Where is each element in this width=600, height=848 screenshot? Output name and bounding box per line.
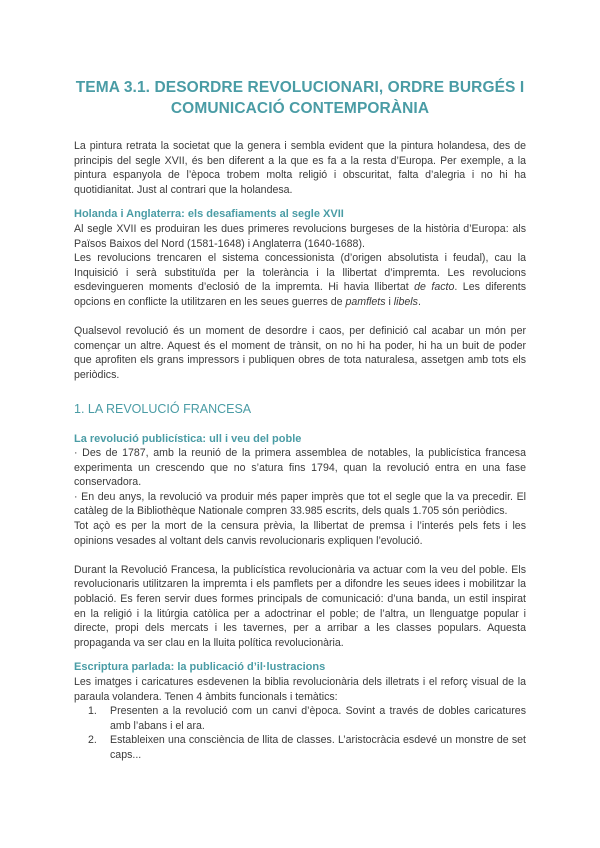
section-heading-holanda: Holanda i Anglaterra: els desafiaments al segle XVII [74, 208, 344, 221]
subsection-heading-escriptura-parlada: Escriptura parlada: la publicació d’il·lustracions [74, 661, 326, 674]
paragraph-inquisicio: Les revolucions trencaren el sistema concessionista (d’origen absolutista i feudal), cau la Inquisició i serà substituïda per la tolerància i la llibertat d’impremta. Les revolucions esdevingueren moments d’eclosió de la impremta. Hi havia llibertat de facto. Les diferents opcions en conflicte la utilitzaren en les seues guerres de pamflets i libels. [74, 252, 526, 308]
bullet-deu-anys: · En deu anys, la revolució va produir més paper imprès que tot el segle que la va precedir. El catàleg de la Bibliothèque Nationale compren 33.985 escrits, dels quals 1.705 són periòdics. [74, 490, 526, 518]
paragraph-censura: Tot açò es per la mort de la censura prèvia, la llibertat de premsa i l’interés pels fets i les opinions vesades al voltant dels canvis revolucionaris expliquen l’evolució. [74, 520, 526, 547]
bullet-1787: · Des de 1787, amb la reunió de la primera assemblea de notables, la publicística francesa experimenta un crescendo que no s’atura fins 1794, quan la revolució entra en una fase conservadora. [74, 447, 526, 489]
paragraph-veu-poble: Durant la Revolució Francesa, la publicística revolucionària va actuar com la veu del poble. Els revolucionaris utilitzaren la impremta i els pamflets per a difondre les seues idees i mobilitzar la població. Es feren servir dues formes principals de comunicació: d’una banda, un estil inspirat en la religió i la litúrgia catòlica per a adoctrinar el poble; de l’altra, un llenguatge popular i directe, propi dels mercats i les tavernes, per a arribar a les classes populars. Aquesta propaganda va ser clau en la lluita política revolucionària. [74, 563, 526, 649]
section-heading-revolucio-francesa: 1. LA REVOLUCIÓ FRANCESA [74, 401, 252, 416]
paragraph-desordre: Qualsevol revolució és un moment de desordre i caos, per definició cal acabar un món per començar un altre. Aquest és el moment de trànsit, on no hi ha poder, hi ha un buit de poder que aprofiten els grans impressors i publiquen obres de tota naturalesa, assetgen amb tots els periòdics. [74, 325, 526, 381]
list-item: 1. Presenten a la revolució com un canvi d’època. Sovint a través de dobles caricatures amb l’abans i el ara. [88, 705, 526, 732]
subsection-heading-publicistica: La revolució publicística: ull i veu del poble [74, 432, 302, 445]
list-item: 2. Estableixen una consciència de llita de classes. L’aristocràcia esdevé un monstre de set caps... [88, 734, 526, 761]
paragraph-revolucions: Al segle XVII es produiran les dues primeres revolucions burgeses de la història d’Europa: als Països Baixos del Nord (1581-1648) i Anglaterra (1640-1688). [74, 222, 526, 250]
paragraph-imatges: Les imatges i caricatures esdevenen la biblia revolucionària dels illetrats i el reforç visual de la paraula volandera. Tenen 4 àmbits funcionals i temàtics: [74, 676, 526, 703]
intro-paragraph: La pintura retrata la societat que la genera i sembla evident que la pintura holandesa, des de principis del segle XVII, és ben diferent a la que es fa a la resta d’Europa. Per exemple, a la pintura espanyola de l’època trobem molta religió i obscuritat, falta d’alegria i no hi ha quotidianitat. Just al contrari que la holandesa. [74, 140, 526, 196]
numbered-list [74, 704, 526, 762]
document-title: TEMA 3.1. DESORDRE REVOLUCIONARI, ORDRE BURGÉS I COMUNICACIÓ CONTEMPORÀNIA [75, 79, 525, 117]
